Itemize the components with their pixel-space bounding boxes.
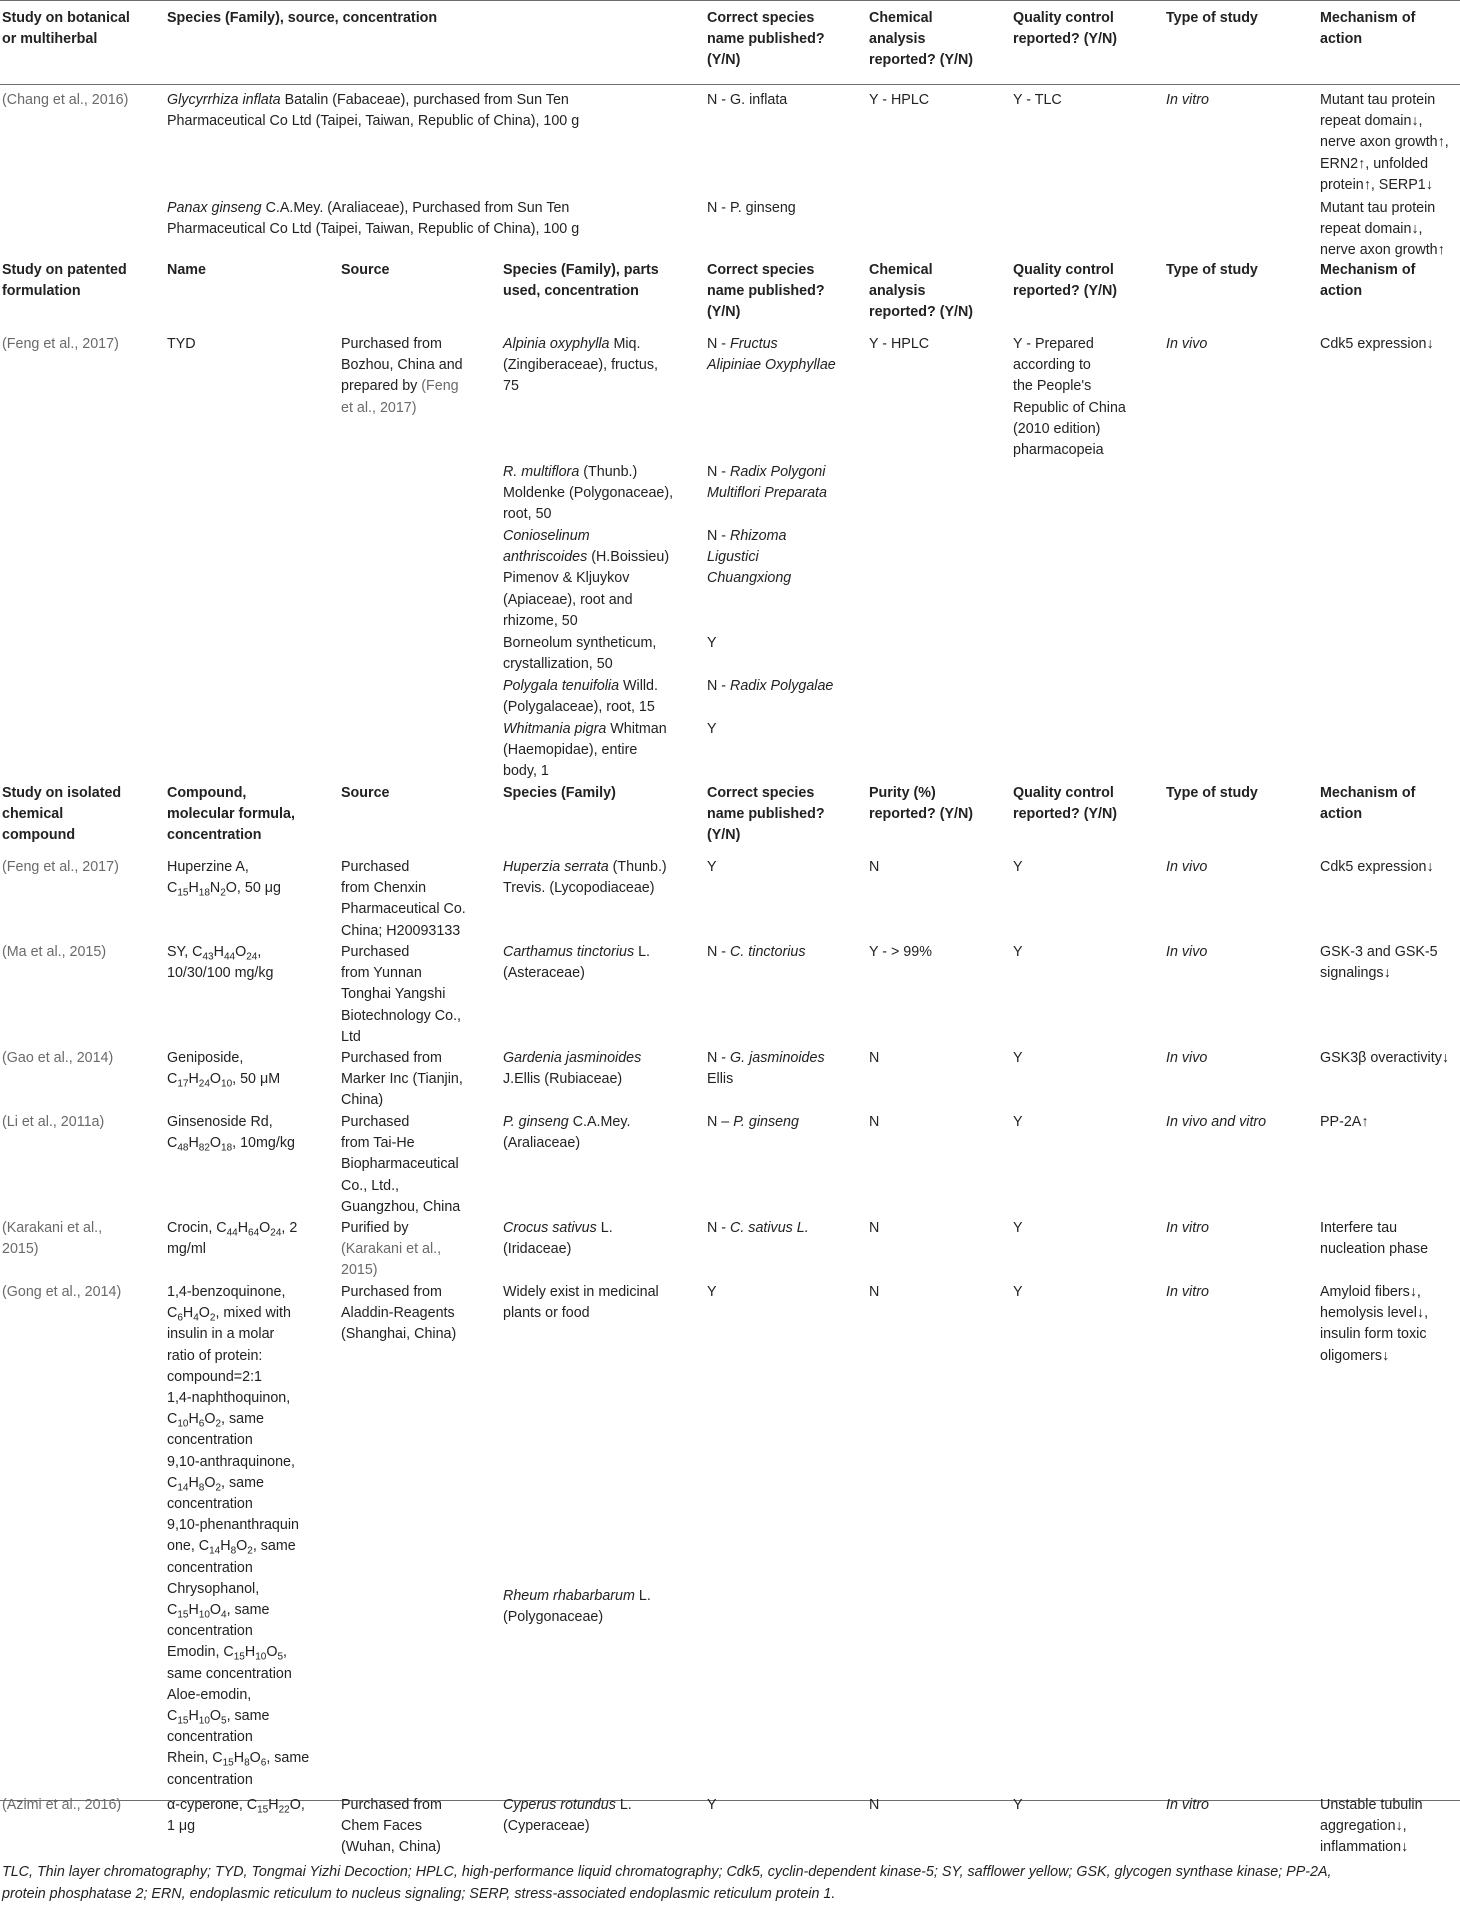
quality-control-cell: Y - TLC bbox=[1013, 92, 1062, 108]
correct-name-cell: N – P. ginseng bbox=[707, 1114, 799, 1130]
source-cell: Purchased from Chem Faces (Wuhan, China) bbox=[341, 1797, 442, 1856]
quality-control-cell: Y bbox=[1013, 1050, 1023, 1066]
header-col1: Study on patented formulation bbox=[2, 262, 127, 300]
header-col6: Chemical analysis reported? (Y/N) bbox=[869, 10, 974, 69]
chemical-analysis-cell: Y - HPLC bbox=[869, 92, 930, 108]
quality-control-cell: Y bbox=[1013, 1797, 1023, 1813]
species-source-cell: Panax ginseng C.A.Mey. (Araliaceae), Purchased from Sun Ten Pharmaceutical Co Ltd (Taipei, Taiwan, Republic of China), 100 g bbox=[167, 200, 580, 238]
header-col2: Name bbox=[167, 262, 206, 278]
reference-cell: (Karakani et al., 2015) bbox=[2, 1220, 103, 1258]
header-col1: Study on isolated chemical compound bbox=[2, 785, 122, 844]
study-type-cell: In vivo bbox=[1166, 859, 1208, 875]
study-type-cell: In vivo and vitro bbox=[1166, 1114, 1267, 1130]
study-type-cell: In vivo bbox=[1166, 1050, 1208, 1066]
herb-species-cell: R. multiflora (Thunb.) Moldenke (Polygonaceae), root, 50 bbox=[503, 464, 674, 523]
species-cell: Crocus sativus L. (Iridaceae) bbox=[503, 1220, 613, 1258]
species-cell: Cyperus rotundus L. (Cyperaceae) bbox=[503, 1797, 632, 1835]
study-type-cell: In vitro bbox=[1166, 92, 1209, 108]
source-cell: Purified by (Karakani et al., 2015) bbox=[341, 1220, 442, 1279]
header-col8: Type of study bbox=[1166, 10, 1258, 26]
reference-cell: (Chang et al., 2016) bbox=[2, 92, 129, 108]
header-col1: Study on botanical or multiherbal bbox=[2, 10, 130, 48]
compound-cell: Geniposide, $C_{17}H_{24}O_{10}$, 50 μM bbox=[167, 1050, 281, 1090]
compound-cell: Crocin, $C_{44}H_{64}O_{24}$, 2 mg/ml bbox=[167, 1220, 298, 1258]
correct-name-cell: N - P. ginseng bbox=[707, 200, 796, 216]
source-cell: Purchased from Bozhou, China and prepared by (Feng et al., 2017) bbox=[341, 336, 463, 416]
compound-cell: SY, $C_{43}H_{44}O_{24}$, 10/30/100 mg/kg bbox=[167, 944, 274, 982]
header-col9: Mechanism of action bbox=[1320, 785, 1416, 823]
quality-control-cell: Y bbox=[1013, 944, 1023, 960]
source-cell: Purchased from Tai-He Biopharmaceutical Co., Ltd., Guangzhou, China bbox=[341, 1114, 461, 1215]
formulation-name-cell: TYD bbox=[167, 336, 196, 352]
reference-cell: (Azimi et al., 2016) bbox=[2, 1797, 122, 1813]
species-cell: Carthamus tinctorius L. (Asteraceae) bbox=[503, 944, 651, 982]
header-col7: Quality control reported? (Y/N) bbox=[1013, 262, 1118, 300]
purity-cell: N bbox=[869, 1220, 880, 1236]
quality-control-cell: Y bbox=[1013, 1284, 1023, 1300]
species-cell: Rheum rhabarbarum L. (Polygonaceae) bbox=[503, 1588, 651, 1626]
species-cell: Widely exist in medicinal plants or food bbox=[503, 1284, 659, 1322]
compound-cell: 1,4-benzoquinone, $C_6H_4O_2$, mixed with insulin in a molar ratio of protein: compound=2:1 1,4-naphthoquinon, $C_{10}H_6O_2$, same concentration 9,10-anthraquinone, $C_{14}H_8O_2$, same concentration 9,10-phenanthraquin one, $C_{14}H_8O_2$, same concentration Chrysophanol, $C_{15}H_{10}O_4$, same concentration Emodin, $C_{15}H_{10}O_5$, same concentration Aloe-emodin, $C_{15}H_{10}O_5$, same concentration Rhein, $C_{15}H_8O_6$, same concentration bbox=[167, 1284, 310, 1788]
herb-species-cell: Alpinia oxyphylla Miq. (Zingiberaceae), fructus, 75 bbox=[503, 336, 658, 395]
purity-cell: N bbox=[869, 1050, 880, 1066]
compound-cell: Ginsenoside Rd, $C_{48}H_{82}O_{18}$, 10mg/kg bbox=[167, 1114, 295, 1154]
study-type-cell: In vivo bbox=[1166, 336, 1208, 352]
species-source-cell: Glycyrrhiza inflata Batalin (Fabaceae), purchased from Sun Ten Pharmaceutical Co Ltd (Taipei, Taiwan, Republic of China), 100 g bbox=[167, 92, 580, 130]
herb-species-cell: Conioselinum anthriscoides (H.Boissieu) Pimenov & Kljuykov (Apiaceae), root and rhizome, 50 bbox=[503, 528, 670, 629]
reference-cell: (Gong et al., 2014) bbox=[2, 1284, 122, 1300]
header-col5: Correct species name published? (Y/N) bbox=[707, 10, 825, 69]
header-col9: Mechanism of action bbox=[1320, 262, 1416, 300]
header-col5: Correct species name published? (Y/N) bbox=[707, 262, 825, 321]
correct-name-cell: N - Rhizoma Ligustici Chuangxiong bbox=[707, 528, 792, 587]
correct-name-cell: N - Fructus Alipiniae Oxyphyllae bbox=[707, 336, 836, 374]
header-col4: Species (Family) bbox=[503, 785, 616, 801]
correct-name-cell: Y bbox=[707, 1797, 717, 1813]
header-col2: Species (Family), source, concentration bbox=[167, 10, 438, 26]
reference-cell: (Ma et al., 2015) bbox=[2, 944, 107, 960]
header-col6: Chemical analysis reported? (Y/N) bbox=[869, 262, 974, 321]
header-col6: Purity (%) reported? (Y/N) bbox=[869, 785, 974, 823]
species-cell: P. ginseng C.A.Mey. (Araliaceae) bbox=[503, 1114, 631, 1152]
header-col8: Type of study bbox=[1166, 785, 1258, 801]
study-type-cell: In vitro bbox=[1166, 1220, 1209, 1236]
header-col2: Compound, molecular formula, concentration bbox=[167, 785, 295, 844]
source-cell: Purchased from Marker Inc (Tianjin, China) bbox=[341, 1050, 463, 1109]
source-cell: Purchased from Chenxin Pharmaceutical Co. China; H20093133 bbox=[341, 859, 466, 939]
table-rule bbox=[0, 0, 1460, 1]
compound-cell: α-cyperone, $C_{15}H_{22}O$, 1 μg bbox=[167, 1797, 305, 1835]
purity-cell: N bbox=[869, 859, 880, 875]
herb-species-cell: Borneolum syntheticum, crystallization, 50 bbox=[503, 635, 657, 673]
compound-cell: Huperzine A, $C_{15}H_{18}N_2O$, 50 μg bbox=[167, 859, 281, 899]
mechanism-cell: Cdk5 expression↓ bbox=[1320, 336, 1434, 352]
quality-control-cell: Y - Prepared according to the People's Republic of China (2010 edition) pharmacopeia bbox=[1013, 336, 1126, 459]
purity-cell: N bbox=[869, 1114, 880, 1130]
mechanism-cell: GSK3β overactivity↓ bbox=[1320, 1050, 1449, 1066]
mechanism-cell: Cdk5 expression↓ bbox=[1320, 859, 1434, 875]
purity-cell: N bbox=[869, 1284, 880, 1300]
study-type-cell: In vivo bbox=[1166, 944, 1208, 960]
table-rule bbox=[0, 84, 1460, 85]
mechanism-cell: Mutant tau protein repeat domain↓, nerve axon growth↑ bbox=[1320, 200, 1445, 259]
correct-name-cell: N - Radix Polygalae bbox=[707, 678, 834, 694]
mechanism-cell: Mutant tau protein repeat domain↓, nerve axon growth↑, ERN2↑, unfolded protein↑, SERP1↓ bbox=[1320, 92, 1449, 193]
purity-cell: N bbox=[869, 1797, 880, 1813]
table-footnote: TLC, Thin layer chromatography; TYD, Tongmai Yizhi Decoction; HPLC, high-performance liquid chromatography; Cdk5, cyclin-dependent kinase-5; SY, safflower yellow; GSK, glycogen synthase kinase; PP-2A, protein phosphatase 2; ERN, endoplasmic reticulum to nucleus signaling; SERP, stress-associated endoplasmic reticulum protein 1. bbox=[2, 1864, 1332, 1902]
mechanism-cell: GSK-3 and GSK-5 signalings↓ bbox=[1320, 944, 1438, 982]
correct-name-cell: Y bbox=[707, 1284, 717, 1300]
reference-cell: (Feng et al., 2017) bbox=[2, 336, 119, 352]
correct-name-cell: N - G. jasminoides Ellis bbox=[707, 1050, 825, 1088]
quality-control-cell: Y bbox=[1013, 859, 1023, 875]
header-col8: Type of study bbox=[1166, 262, 1258, 278]
mechanism-cell: PP-2A↑ bbox=[1320, 1114, 1369, 1130]
species-cell: Gardenia jasminoides J.Ellis (Rubiaceae) bbox=[503, 1050, 642, 1088]
correct-name-cell: N - Radix Polygoni Multiflori Preparata bbox=[707, 464, 827, 502]
correct-name-cell: Y bbox=[707, 859, 717, 875]
correct-name-cell: N - C. tinctorius bbox=[707, 944, 806, 960]
header-col4: Species (Family), parts used, concentration bbox=[503, 262, 659, 300]
quality-control-cell: Y bbox=[1013, 1220, 1023, 1236]
herb-species-cell: Polygala tenuifolia Willd. (Polygalaceae), root, 15 bbox=[503, 678, 658, 716]
header-col7: Quality control reported? (Y/N) bbox=[1013, 10, 1118, 48]
header-col5: Correct species name published? (Y/N) bbox=[707, 785, 825, 844]
herb-species-cell: Whitmania pigra Whitman (Haemopidae), entire body, 1 bbox=[503, 721, 667, 780]
mechanism-cell: Amyloid fibers↓, hemolysis level↓, insulin form toxic oligomers↓ bbox=[1320, 1284, 1429, 1364]
purity-cell: Y - > 99% bbox=[869, 944, 932, 960]
correct-name-cell: Y bbox=[707, 635, 717, 651]
header-col9: Mechanism of action bbox=[1320, 10, 1416, 48]
species-cell: Huperzia serrata (Thunb.) Trevis. (Lycopodiaceae) bbox=[503, 859, 667, 897]
chemical-analysis-cell: Y - HPLC bbox=[869, 336, 930, 352]
study-type-cell: In vitro bbox=[1166, 1284, 1209, 1300]
correct-name-cell: Y bbox=[707, 721, 717, 737]
source-cell: Purchased from Aladdin-Reagents (Shanghai, China) bbox=[341, 1284, 457, 1343]
study-type-cell: In vitro bbox=[1166, 1797, 1209, 1813]
reference-cell: (Feng et al., 2017) bbox=[2, 859, 119, 875]
mechanism-cell: Unstable tubulin aggregation↓, inflammation↓ bbox=[1320, 1797, 1423, 1856]
reference-cell: (Gao et al., 2014) bbox=[2, 1050, 114, 1066]
quality-control-cell: Y bbox=[1013, 1114, 1023, 1130]
header-col3: Source bbox=[341, 785, 390, 801]
reference-cell: (Li et al., 2011a) bbox=[2, 1114, 105, 1130]
correct-name-cell: N - C. sativus L. bbox=[707, 1220, 809, 1236]
header-col3: Source bbox=[341, 262, 390, 278]
source-cell: Purchased from Yunnan Tonghai Yangshi Biotechnology Co., Ltd bbox=[341, 944, 462, 1045]
mechanism-cell: Interfere tau nucleation phase bbox=[1320, 1220, 1429, 1258]
header-col7: Quality control reported? (Y/N) bbox=[1013, 785, 1118, 823]
correct-name-cell: N - G. inflata bbox=[707, 92, 788, 108]
